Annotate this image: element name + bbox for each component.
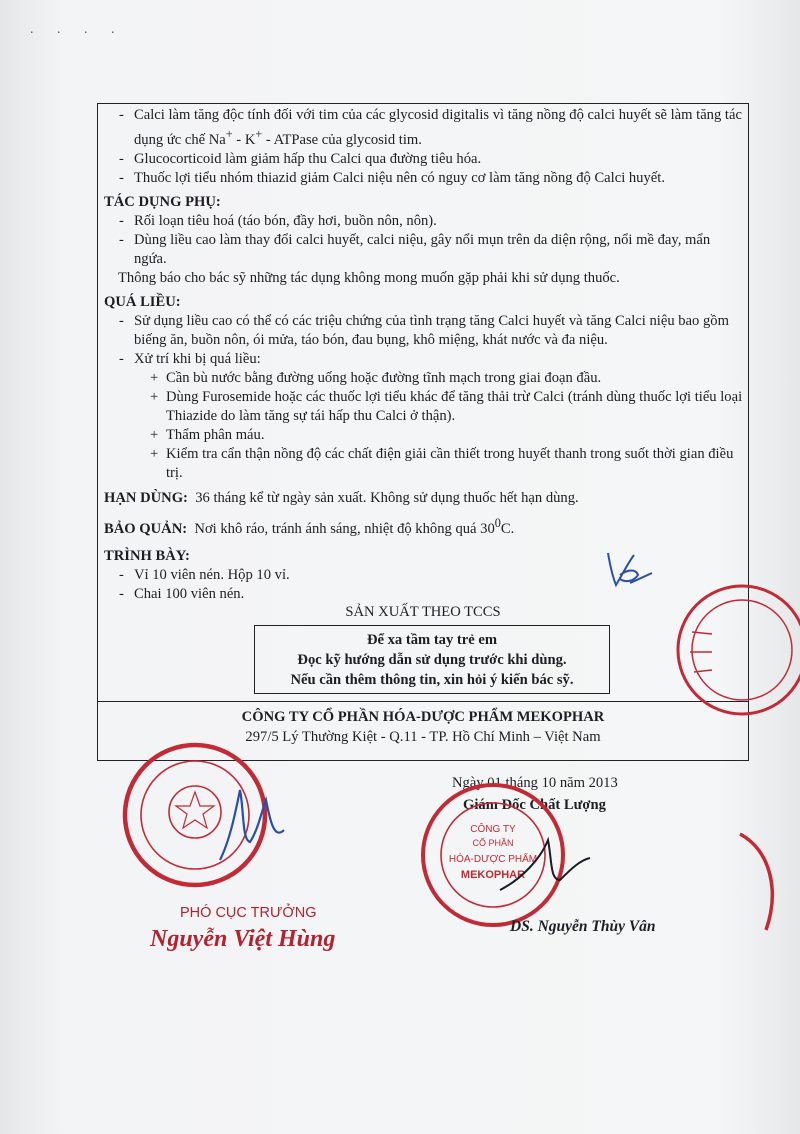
company-name: CÔNG TY CỔ PHẦN HÓA-DƯỢC PHẨM MEKOPHAR [241, 709, 605, 725]
warning-box [254, 625, 610, 694]
treatment-item: + Thẩm phân máu. [150, 426, 265, 443]
presentation-item: - Vỉ 10 viên nén. Hộp 10 vỉ. [119, 566, 290, 583]
partial-stamp-icon [672, 582, 752, 718]
overdose-heading: QUÁ LIỀU: [104, 293, 181, 310]
presentation-heading: TRÌNH BÀY: [104, 547, 190, 564]
presentation-item: - Chai 100 viên nén. [119, 585, 245, 602]
company-stamp-line: MEKOPHAR [460, 869, 526, 881]
interaction-item: - Thuốc lợi tiểu nhóm thiazid giảm Calci niệu nên có nguy cơ làm tăng nồng độ Calci huyết. [119, 169, 665, 186]
deputy-director-title: PHÓ CỤC TRƯỞNG [180, 905, 317, 921]
company-stamp-line: CÔNG TY [470, 824, 516, 835]
treatment-item: + Dùng Furosemide hoặc các thuốc lợi tiểu khác để tăng thải trừ Calci (tránh dùng thuốc lợi tiểu loại Thiazide do làm tăng sự tái hấp thu Calci ở thận). [150, 388, 743, 424]
deputy-signature-icon [200, 780, 300, 880]
company-stamp-line: HÓA-DƯỢC PHẨM [448, 854, 538, 865]
qa-director-name: DS. Nguyễn Thùy Vân [510, 918, 656, 935]
side-effect-item: - Rối loạn tiêu hoá (táo bón, đầy hơi, buồn nôn, nôn). [119, 212, 437, 229]
side-effects-heading: TÁC DỤNG PHỤ: [104, 193, 221, 210]
company-address: 297/5 Lý Thường Kiệt - Q.11 - TP. Hồ Chí Minh – Việt Nam [245, 729, 601, 745]
qa-signature-icon [490, 820, 600, 910]
treatment-item: + Kiểm tra cẩn thận nồng độ các chất điện giải cần thiết trong huyết thanh trong suốt thời gian điều trị. [150, 445, 734, 481]
side-effect-item: - Dùng liều cao làm thay đổi calci huyết, calci niệu, gây nổi mụn trên da diện rộng, nổi mề đay, mẩn ngứa. [119, 231, 711, 267]
overdose-item: - Xử trí khi bị quá liều: [119, 350, 261, 367]
qa-director-title: Giám Đốc Chất Lượng [463, 797, 606, 813]
side-effects-note: Thông báo cho bác sỹ những tác dụng không mong muốn gặp phải khi sử dụng thuốc. [118, 269, 620, 286]
deputy-director-name: Nguyễn Việt Hùng [150, 926, 336, 952]
interaction-item: - Calci làm tăng độc tính đối với tim của các glycosid digitalis vì tăng nồng độ calci huyết sẽ làm tăng tác dụng ức chế Na+ - K+ - ATPase của glycosid tim. [119, 107, 742, 148]
initials-signature-icon [600, 545, 660, 595]
storage-row: BẢO QUẢN: Nơi khô ráo, tránh ánh sáng, nhiệt độ không quá $30^0C$. [104, 515, 515, 537]
treatment-item: + Cần bù nước bằng đường uống hoặc đường tĩnh mạch trong giai đoạn đầu. [150, 369, 602, 386]
warning-line: Nếu cần thêm thông tin, xin hỏi ý kiến bác sỹ. [290, 672, 574, 688]
warning-line: Để xa tầm tay trẻ em [366, 632, 498, 648]
sign-date: Ngày 01 tháng 10 năm 2013 [452, 775, 618, 791]
interaction-item: - Glucocorticoid làm giảm hấp thu Calci qua đường tiêu hóa. [119, 150, 482, 167]
scan-specks: . . . . [30, 22, 125, 37]
edge-stamp-icon [730, 830, 800, 940]
warning-line: Đọc kỹ hướng dẫn sử dụng trước khi dùng. [297, 652, 567, 668]
frame-divider [97, 701, 749, 702]
overdose-item: - Sử dụng liều cao có thể có các triệu chứng của tình trạng tăng Calci huyết và tăng Calci niệu bao gồm biếng ăn, buồn nôn, ói mửa, táo bón, đau bụng, khô miệng, khát nước và đa niệu. [119, 312, 729, 348]
shelf-life-row: HẠN DÙNG: 36 tháng kể từ ngày sản xuất. Không sử dụng thuốc hết hạn dùng. [104, 489, 579, 506]
leaflet-content [104, 106, 744, 604]
company-stamp-line: CỔ PHẦN [472, 838, 514, 848]
standard-label: SẢN XUẤT THEO TCCS [345, 604, 501, 620]
